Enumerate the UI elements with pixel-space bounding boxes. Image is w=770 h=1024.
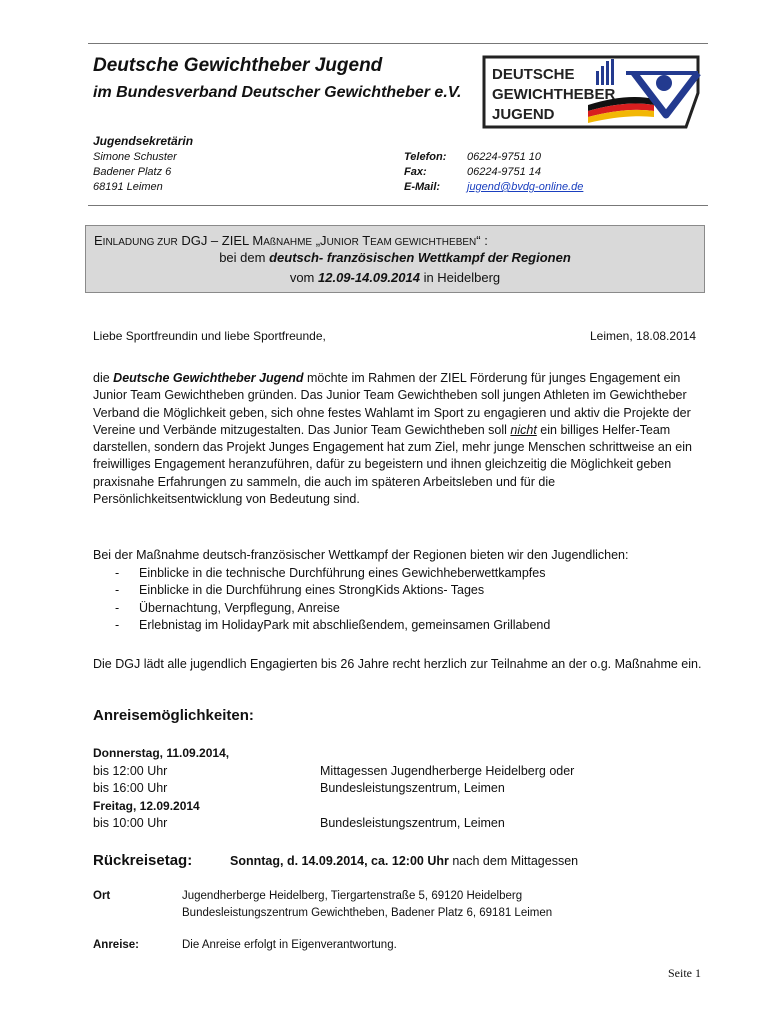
contact-city: 68191 Leimen [93,181,163,193]
day1-time1: bis 12:00 Uhr [93,764,168,778]
contact-labels [404,150,446,195]
contact-values [467,150,583,195]
p1-text-b: ein billiges Helfer-Team darstellen, sondern das Projekt Junges Engagement hat zum Ziel, mehr junge Menschen schrittweise an ein freiwilliges Engagement heranzuführen, dafür zu begeistern und ihnen gleichzeitig die Möglichkeit geben praxisnahe Erfahrungen zu sammeln, die auch im späteren Arbeitsleben und für die Persönlichkeitsentwicklung von Bedeutung sind. [93,422,692,507]
email-label: E-Mail: [404,181,441,193]
banner-dates: 12.09-14.09.2014 [318,270,420,285]
banner-event-name: deutsch- französischen Wettkampf der Regionen [269,250,571,265]
contact-name: Simone Schuster [93,151,177,163]
return-label: Rückreisetag: [93,852,193,869]
fax-value: 06224-9751 14 [467,166,542,178]
ort-line-1: Jugendherberge Heidelberg, Tiergartenstraße 5, 69120 Heidelberg [182,890,523,902]
banner-dgj: DGJ – ZIEL M [181,233,264,248]
banner-line3-prefix: vom [289,270,315,285]
list-item: - Übernachtung, Verpflegung, Anreise [115,600,550,617]
invitation-banner [85,225,705,293]
ort-line-2: Bundesleistungszentrum Gewichtheben, Badener Platz 6, 69181 Leimen [182,907,553,919]
banner-location: in Heidelberg [423,270,501,285]
phone-label: Telefon: [404,151,447,163]
logo-bar [611,59,614,85]
logo-lifter-head [656,75,672,91]
paragraph-offer: Bei der Maßnahme deutsch-französischer Wettkampf der Regionen bieten wir den Jugendlichen: [93,548,629,562]
fax-label: Fax: [404,166,427,178]
logo-bar [606,61,609,85]
p1-lead: die [93,371,110,385]
day1-time2: bis 16:00 Uhr [93,781,168,795]
logo-text-2: GEWICHTHEBER [492,86,616,103]
phone-value: 06224-9751 10 [467,151,542,163]
benefit-list [115,565,550,634]
dgj-logo-graphic [476,53,704,133]
page-number: Seite 1 [668,966,701,980]
banner-line-3 [86,270,704,285]
place-date: Leimen, 18.08.2014 [590,329,697,343]
banner-eam: EAM GEWICHTHEBEN [370,237,477,248]
section-title: Jugendsekretärin [93,134,194,148]
day2-desc1: Bundesleistungszentrum, Leimen [320,816,505,830]
org-name: Deutsche Gewichtheber Jugend [93,55,383,76]
header-rule [88,205,708,206]
banner-unior: UNIOR [326,237,359,248]
dgj-logo [476,53,704,133]
list-item: - Einblicke in die Durchführung eines StrongKids Aktions- Tages [115,582,550,599]
greeting: Liebe Sportfreundin und liebe Sportfreunde, [93,329,326,343]
p1-org: Deutsche Gewichtheber Jugend [113,371,304,385]
anreise-text: Die Anreise erfolgt in Eigenverantwortung. [182,939,397,951]
org-subtitle: im Bundesverband Deutscher Gewichtheber e.V. [93,84,462,101]
banner-quote-open: „J [315,233,327,248]
contact-street: Badener Platz 6 [93,166,172,178]
day1-desc1: Mittagessen Jugendherberge Heidelberg oder [320,764,575,778]
email-link[interactable]: jugend@bvdg-online.de [467,181,584,193]
banner-massnahme: AßNAHME [263,237,313,248]
list-item: - Einblicke in die technische Durchführung eines Gewichheberwettkampfes [115,565,550,582]
day1-desc2: Bundesleistungszentrum, Leimen [320,781,505,795]
logo-text-3: JUGEND [492,106,555,123]
banner-line-2 [86,250,704,265]
ort-label: Ort [93,890,111,902]
banner-title [94,233,488,248]
contact-block [93,150,177,195]
paragraph-intro [93,370,705,508]
p1-text-a: möchte im Rahmen der ZIEL Förderung für junges Engagement ein Junior Team Gewichtheben gründen. Das Junior Team Gewichtheben soll jungen Athleten im Gewichtheber Verband die Möglichkeit geben, sich ohne festes Wahlamt im Sport zu engagieren und aktiv die Projekte der Vereine und Verbände mitzugestalten. Das Junior Team Gewichtheben soll [93,371,691,437]
logo-text-1: DEUTSCHE [492,66,575,83]
day1-label: Donnerstag, 11.09.2014, [93,746,230,760]
banner-t: T [362,233,371,248]
travel-heading: Anreisemöglichkeiten: [93,707,254,724]
return-rest: nach dem Mittagessen [452,854,579,868]
anreise-label: Anreise: [93,939,140,951]
banner-quote-close: “ : [476,233,488,248]
logo-bar [596,71,599,85]
logo-bar [601,66,604,85]
paragraph-invite: Die DGJ lädt alle jugendlich Engagierten bis 26 Jahre recht herzlich zur Teilnahme an der o.g. Maßnahme ein. [93,657,702,671]
return-date: Sonntag, d. 14.09.2014, ca. 12:00 Uhr [230,854,449,868]
banner-e: E [94,233,103,248]
top-rule [88,43,708,44]
p1-nicht: nicht [510,422,537,437]
banner-line2-prefix: bei dem [219,250,266,265]
day2-label: Freitag, 12.09.2014 [93,799,200,813]
list-item: - Erlebnistag im HolidayPark mit abschließendem, gemeinsamen Grillabend [115,617,550,634]
banner-inladung: INLADUNG ZUR [102,237,178,248]
day2-time1: bis 10:00 Uhr [93,816,168,830]
return-info [230,853,578,871]
